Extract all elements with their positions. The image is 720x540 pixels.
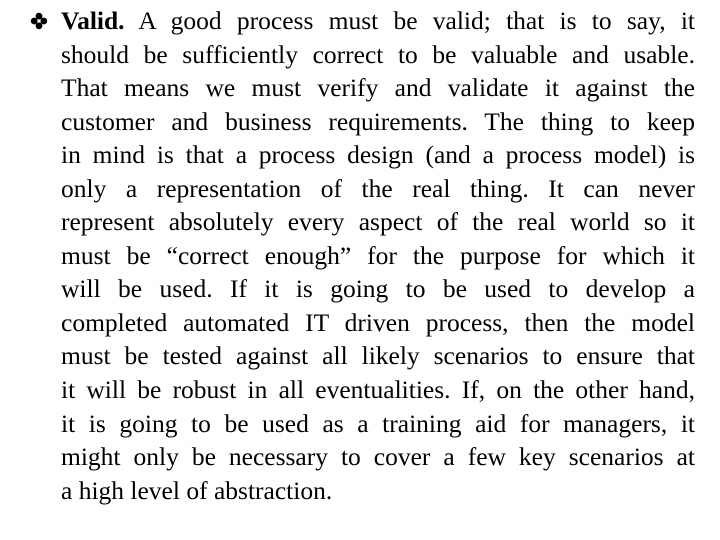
text-line: a high level of abstraction. bbox=[61, 475, 333, 505]
text-line: it will be robust in all eventualities. If, on the other hand, bbox=[61, 375, 695, 405]
text-line: might only be necessary to cover a few key scenarios at bbox=[61, 442, 695, 472]
text-line: must be tested against all likely scenarios to ensure that bbox=[61, 341, 695, 371]
bullet-text bbox=[61, 4, 695, 507]
diamond-bullet-icon bbox=[30, 12, 48, 30]
text-line: must be “correct enough” for the purpose for which it bbox=[61, 240, 695, 270]
text-line: customer and business requirements. The thing to keep bbox=[61, 106, 695, 136]
text-line: it is going to be used as a training aid for managers, it bbox=[61, 408, 695, 438]
text-line: should be sufficiently correct to be valuable and usable. bbox=[61, 39, 695, 69]
text-line: only a representation of the real thing. It can never bbox=[61, 173, 695, 203]
text-line: completed automated IT driven process, then the model bbox=[61, 307, 695, 337]
text-line: represent absolutely every aspect of the real world so it bbox=[61, 207, 695, 237]
text-line: That means we must verify and validate it against the bbox=[61, 73, 695, 103]
line-text: A good process must be valid; that is to say, it bbox=[138, 6, 695, 35]
text-line bbox=[61, 4, 695, 38]
text-line: will be used. If it is going to be used to develop a bbox=[61, 274, 695, 304]
text-line: in mind is that a process design (and a process model) is bbox=[61, 140, 695, 170]
term-valid: Valid. bbox=[61, 6, 125, 35]
